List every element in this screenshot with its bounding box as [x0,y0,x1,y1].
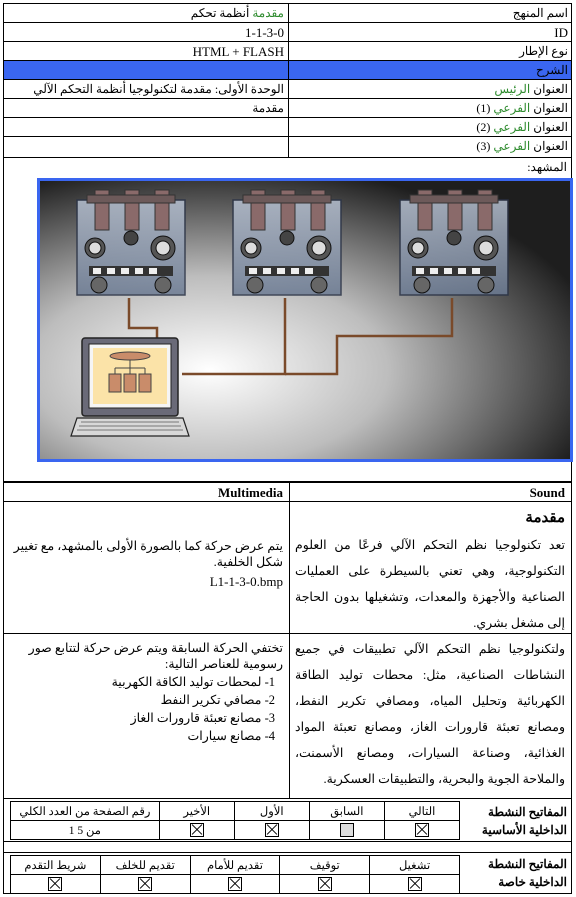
subtitle1-suffix: (1) [476,101,494,115]
machine-unit-1 [77,190,185,295]
basic-keys-row [3,798,572,842]
laptop-illustration [71,338,189,436]
explanation-value [4,61,290,79]
play-header: تشغيل [370,856,460,875]
last-checkbox[interactable] [190,823,204,837]
explanation-label: الشرح [288,61,571,79]
subtitle3-prefix: العنوان [533,139,568,153]
next-checkbox[interactable] [415,823,429,837]
id-label: ID [288,23,571,41]
previous-header: السابق [309,802,384,821]
subtitle3-value [4,137,290,157]
frame-type-label: نوع الإطار [288,42,571,60]
next-header: التالي [384,802,459,821]
forward-cell [190,875,280,894]
scene-illustration [37,178,576,468]
id-value: 1-1-3-0 [245,25,284,40]
multimedia-item-4: 4- مصانع سيارات [187,729,275,743]
sound-paragraph-2: ولتكنولوجيا نظم التحكم الآلي تطبيقات في جميع النشاطات الصناعية، مثل: محطات توليد الطاقة الكهربائية وتحليل المياه، ومصافي تكرير النفط، ومصانع تعبئة قارورات الغاز، ومصانع تعبئة المواد الغذائية، وصناعة السيارات، ومصانع الأسمنت، والملاحة الجوية والبحرية، والتطبيقات العسكرية. [295,642,565,786]
machine-unit-2 [233,190,341,295]
subtitle1-green: الفرعي [493,101,534,115]
previous-key-cell [309,821,384,840]
first-key-cell [234,821,309,840]
curriculum-name-rest: أنظمة تحكم [190,6,253,20]
forward-checkbox[interactable] [228,877,242,891]
subtitle1-prefix: العنوان [533,101,568,115]
progress-bar-cell [11,875,101,894]
main-title-label [288,80,571,98]
machine-unit-3 [400,190,508,295]
play-cell [370,875,460,894]
rewind-cell [100,875,190,894]
curriculum-name-row [3,3,572,23]
basic-keys-table [10,801,460,840]
main-title-green: الرئيس [494,82,534,96]
curriculum-name-green: مقدمة [252,6,284,20]
subtitle2-row [3,117,572,137]
last-key-cell [159,821,234,840]
subtitle2-label [288,118,571,136]
forward-header: تقديم للأمام [190,856,280,875]
page-count-header: رقم الصفحة من العدد الكلي [11,802,160,821]
rewind-checkbox[interactable] [138,877,152,891]
multimedia-item-1: 1- لمحطات توليد الكاقة الكهربية [111,675,275,689]
id-row [3,22,572,42]
first-header: الأول [234,802,309,821]
subtitle2-value [4,118,290,136]
subtitle1-value: مقدمة [252,101,284,115]
special-keys-label: المفاتيح النشطة الداخلية خاصة [488,857,567,889]
special-keys-table [10,855,460,894]
last-header: الأخير [159,802,234,821]
sound-paragraph-1: تعد تكنولوجيا نظم التحكم الآلي فرعًا من العلوم التكنولوجية، وهي تعني بالسيطرة على العمليات الصناعية والأجهزة والمعدات، وتشغيلها بدون الحاجة إلى مشغل بشري. [295,538,565,630]
subtitle2-prefix: العنوان [533,120,568,134]
main-title-prefix: العنوان [533,82,568,96]
main-title-row [3,79,572,99]
multimedia-item-3: 3- مصانع تعبئة قارورات الغاز [130,711,275,725]
main-title-value: الوحدة الأولى: مقدمة لتكنولوجيا أنظمة التحكم الآلي [33,82,284,96]
page-count-value: 1 من 5 [11,821,160,840]
subtitle3-row [3,136,572,158]
progress-bar-header: شريط التقدم [11,856,101,875]
previous-checkbox[interactable] [340,823,354,837]
subtitle3-green: الفرعي [493,139,534,153]
multimedia-header: Multimedia [3,482,290,502]
curriculum-name-label: اسم المنهج [288,4,571,22]
sound-cell-2 [289,633,572,799]
scene-section [3,157,572,482]
multimedia-cell-1 [3,501,290,634]
special-keys-row [3,852,572,894]
frame-type-value: HTML + FLASH [192,44,284,59]
stop-cell [280,875,370,894]
multimedia-cell-2 [3,633,290,799]
sound-heading: مقدمة [525,510,565,526]
subtitle2-green: الفرعي [493,120,534,134]
multimedia-item-2: 2- مصافي تكرير النفط [160,693,275,707]
rewind-header: تقديم للخلف [100,856,190,875]
multimedia-text-2: تختفي الحركة السابقة ويتم عرض حركة لتتابع صور رسومية للعناصر التالية: [28,641,283,671]
first-checkbox[interactable] [265,823,279,837]
subtitle1-row [3,98,572,118]
curriculum-name-value [4,4,290,22]
play-checkbox[interactable] [408,877,422,891]
frame-type-row [3,41,572,61]
subtitle1-label [288,99,571,117]
multimedia-file: L1-1-3-0.bmp [209,574,283,589]
subtitle3-suffix: (3) [476,139,494,153]
explanation-row [3,60,572,80]
stop-checkbox[interactable] [318,877,332,891]
scene-label: المشهد: [527,160,567,174]
multimedia-text-1: يتم عرض حركة كما بالصورة الأولى بالمشهد، مع تغيير شكل الخلفية. [13,539,283,569]
stop-header: توقيف [280,856,370,875]
sound-cell-1 [289,501,572,634]
sound-header: Sound [289,482,572,502]
next-key-cell [384,821,459,840]
progress-bar-checkbox[interactable] [48,877,62,891]
subtitle3-label [288,137,571,157]
storyboard-page [3,3,572,893]
subtitle2-suffix: (2) [476,120,494,134]
basic-keys-label: المفاتيح النشطة الداخلية الأساسية [481,805,567,837]
